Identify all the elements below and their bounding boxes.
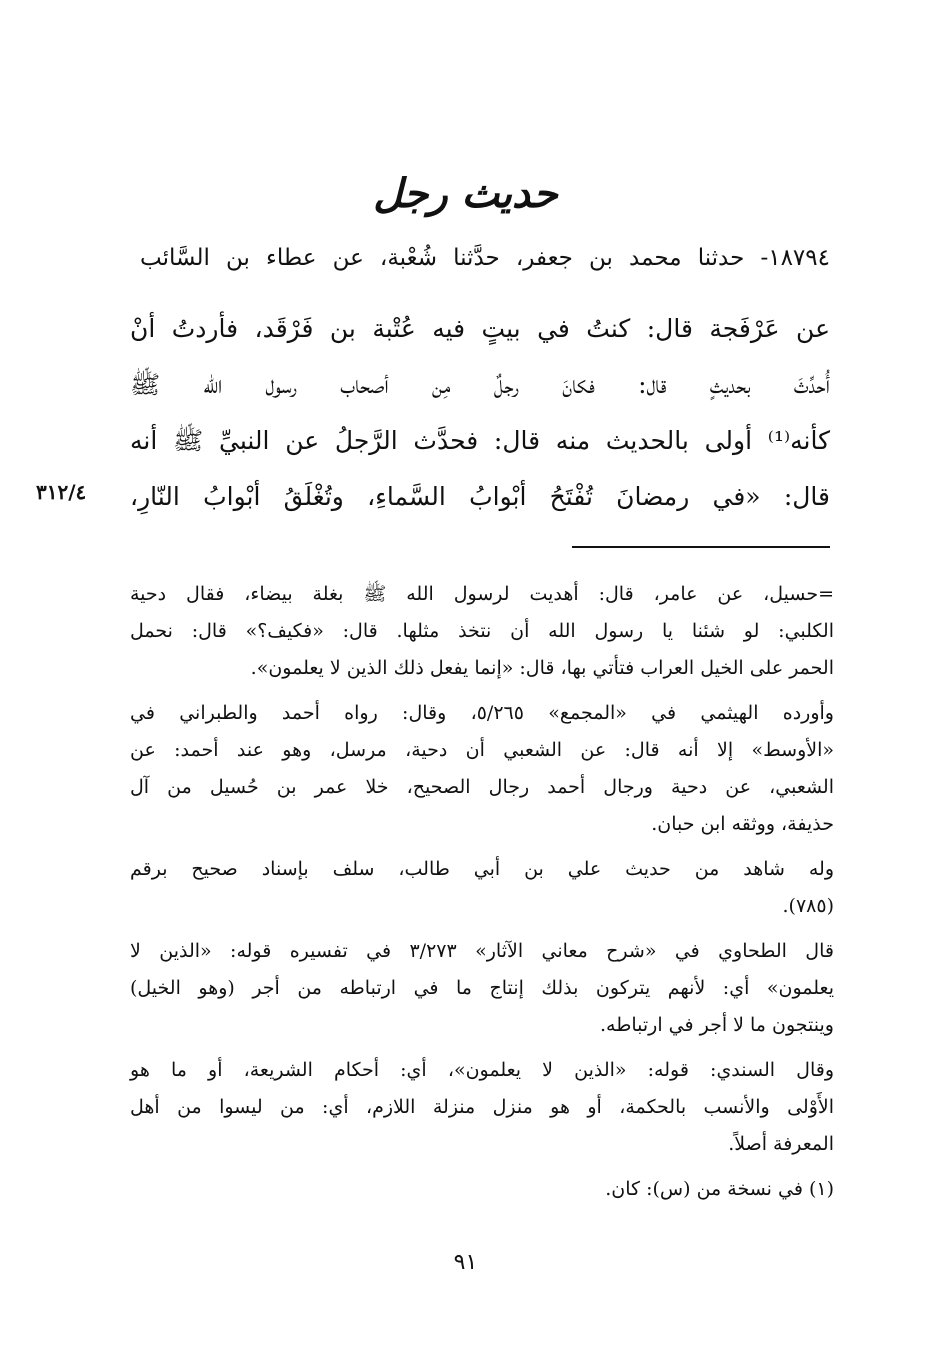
hadith-first-line: ١٨٧٩٤- حدثنا محمد بن جعفر، حدَّثنا شُعْبة، عن عطاء بن السَّائب	[140, 245, 830, 271]
hadith-line: أُحدِّثَ بحديثٍ قال: فكانَ رجلٌ مِن أصحاب رسول الله ﷺ	[130, 370, 830, 399]
footnote-line: الحمر على الخيل العراب فتأتي بها، قال: «إنما يفعل ذلك الذين لا يعلمون».	[250, 657, 834, 679]
hadith-text	[130, 301, 830, 525]
footnote-line: (٧٨٥).	[782, 895, 834, 917]
footnote-line: وينتجون ما لا أجر في ارتباطه.	[599, 1014, 834, 1036]
footnote-line: يعلمون» أي: لأنهم يتركون بذلك إنتاج ما في ارتباطه من أجر (وهو الخيل)	[130, 977, 834, 999]
footnote-divider	[572, 546, 830, 548]
footnote-line: الكلبي: لو شئنا يا رسول الله أن نتخذ مثلها. قال: «فكيف؟» قال: نحمل	[130, 620, 834, 642]
footnote-line: حذيفة، ووثقه ابن حبان.	[651, 813, 834, 835]
footnote-line: وأورده الهيثمي في «المجمع» ٥/٢٦٥، وقال: رواه أحمد والطبراني في	[130, 702, 834, 724]
chapter-title: حديث رجل	[373, 170, 558, 217]
margin-reference: ٣١٢/٤	[36, 480, 87, 504]
footnote-line: «الأوسط» إلا أنه قال: عن الشعبي أن دحية، مرسل، وهو عند أحمد: عن	[130, 739, 834, 761]
page-number: ٩١	[453, 1250, 478, 1275]
hadith-line: كأنه⁽¹⁾ أولى بالحديث منه قال: فحدَّث الرَّجلُ عن النبيِّ ﷺ أنه	[130, 426, 830, 455]
footnote-line: الشعبي، عن دحية ورجال أحمد رجال الصحيح، خلا عمر بن حُسيل من آل	[130, 776, 834, 798]
hadith-line: قال: «في رمضانَ تُفْتَحُ أبْوابُ السَّماءِ، وتُغْلَقُ أبْوابُ النّارِ،	[130, 482, 830, 511]
footnote-line: =حسيل، عن عامر، قال: أهديت لرسول الله ﷺ بغلة بيضاء، فقال دحية	[130, 583, 834, 605]
footnote-line: الأَوْلى والأنسب بالحكمة، أو هو منزل منزلة اللازم، أي: من ليسوا من أهل	[130, 1096, 834, 1118]
hadith-line: عن عَرْفَجة قال: كنتُ في بيتٍ فيه عُتْبة بن فَرْقَد، فأردتُ أنْ	[130, 314, 830, 343]
footnotes	[130, 576, 834, 1208]
footnote-line: وله شاهد من حديث علي بن أبي طالب، سلف بإسناد صحيح برقم	[130, 858, 834, 880]
footnote-1: (١) في نسخة من (س): كان.	[605, 1178, 834, 1200]
footnote-line: قال الطحاوي في «شرح معاني الآثار» ٣/٢٧٣ في تفسيره قوله: «الذين لا	[130, 940, 834, 962]
footnote-line: وقال السندي: قوله: «الذين لا يعلمون»، أي: أحكام الشريعة، أو ما هو	[130, 1059, 834, 1081]
footnote-line: المعرفة أصلاً.	[728, 1133, 834, 1155]
